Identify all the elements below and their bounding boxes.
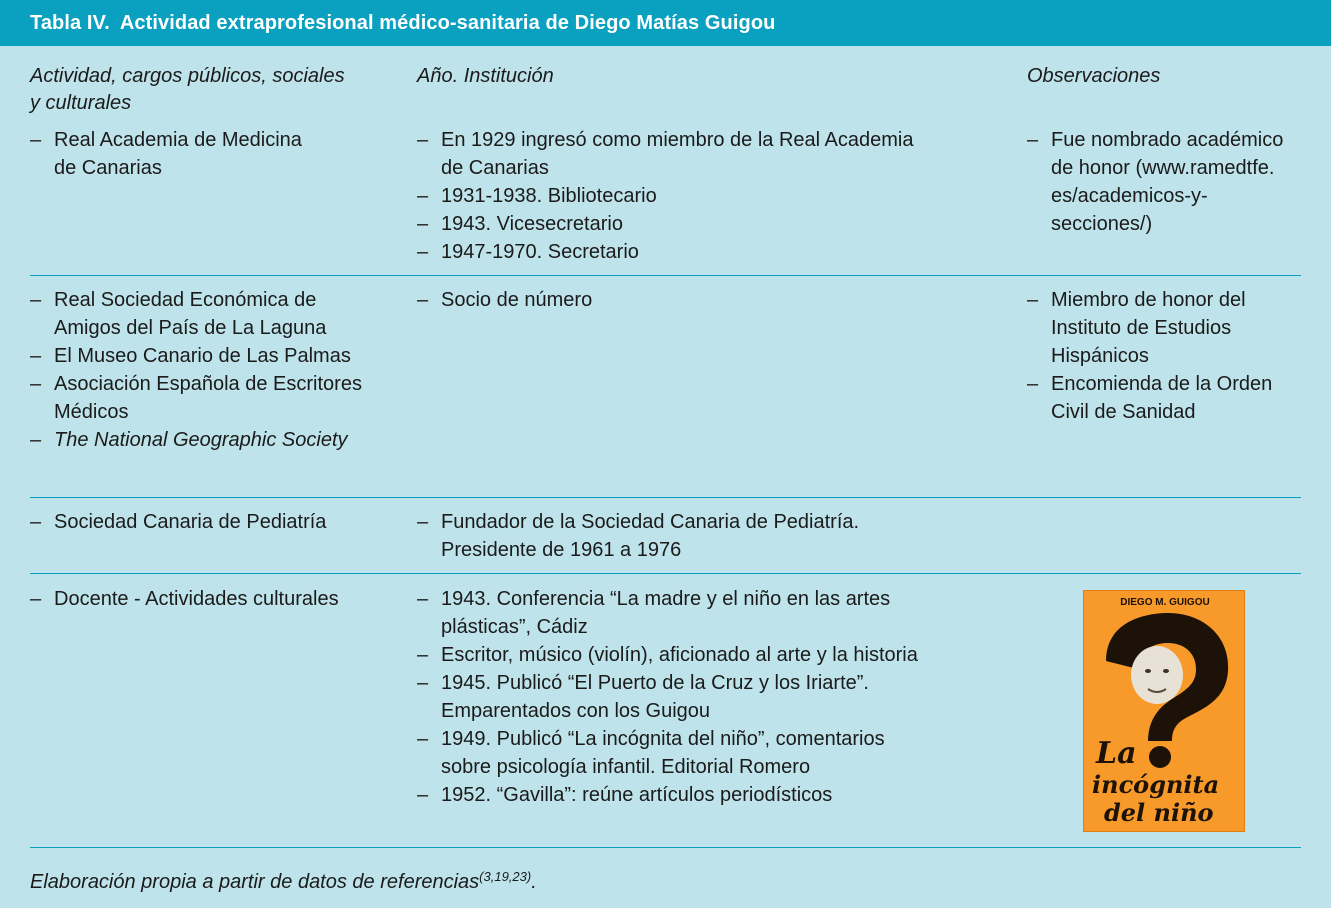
list-item: [30, 585, 410, 613]
list-item-text: Instituto de Estudios: [1051, 317, 1232, 339]
list-item-text: 1943. Conferencia “La madre y el niño en las artes: [441, 588, 891, 610]
list-item: [417, 781, 997, 809]
row-2-observations: [1027, 286, 1317, 426]
list-dash: –: [30, 511, 42, 533]
book-cover-author: DIEGO M. GUIGOU: [1120, 597, 1210, 608]
list-dash: –: [417, 784, 429, 806]
list-dash: –: [417, 129, 429, 151]
list-item-text: Fue nombrado académico: [1051, 129, 1284, 151]
table-bottom-rule: [30, 847, 1301, 848]
row-2-activity: [30, 286, 410, 454]
list-item-text: es/academicos-y-: [1051, 185, 1208, 207]
list-item: [417, 182, 997, 210]
row-divider: [30, 497, 1301, 498]
footnote-end: .: [531, 871, 537, 893]
list-item-text: secciones/): [1051, 213, 1153, 235]
table-footnote: [30, 863, 537, 896]
list-item-text: plásticas”, Cádiz: [441, 616, 588, 638]
list-item-text: sobre psicología infantil. Editorial Romero: [441, 756, 811, 778]
list-item-text: 1945. Publicó “El Puerto de la Cruz y los Iriarte”.: [441, 672, 869, 694]
list-item: [30, 286, 410, 342]
list-item-text: Miembro de honor del: [1051, 289, 1246, 311]
header-activity-line-2: y culturales: [30, 92, 132, 114]
list-item-text: de Canarias: [441, 157, 549, 179]
row-divider: [30, 573, 1301, 574]
row-1-activity: [30, 126, 410, 182]
baby-eye-right: [1163, 669, 1169, 673]
list-item-text: 1952. “Gavilla”: reúne artículos periodísticos: [441, 784, 833, 806]
list-dash: –: [417, 241, 429, 263]
list-item-text: Real Academia de Medicina: [54, 129, 302, 151]
list-item-text: En 1929 ingresó como miembro de la Real Academia: [441, 129, 914, 151]
list-item-text: Fundador de la Sociedad Canaria de Pediatría.: [441, 511, 860, 533]
list-item: [417, 585, 997, 641]
list-item-text: Encomienda de la Orden: [1051, 373, 1273, 395]
list-item: [417, 725, 997, 781]
header-activity-line-1: Actividad, cargos públicos, sociales: [30, 65, 345, 87]
baby-face: [1131, 646, 1183, 704]
list-dash: –: [417, 185, 429, 207]
list-item: [1027, 126, 1317, 238]
baby-eye-left: [1145, 669, 1151, 673]
list-item: [417, 286, 997, 314]
table-label: Tabla IV.: [30, 12, 110, 34]
footnote-text: Elaboración propia a partir de datos de referencias: [30, 871, 480, 893]
list-item-text: Docente - Actividades culturales: [54, 588, 339, 610]
list-dash: –: [417, 289, 429, 311]
row-4-activity: [30, 585, 410, 613]
book-cover-title-line-2: incógnita: [1092, 770, 1220, 799]
book-cover-art: [1084, 591, 1245, 832]
question-mark-dot: [1149, 746, 1171, 768]
list-item: [30, 426, 410, 454]
table-title-bar: [0, 0, 1331, 46]
row-3-year-institution: [417, 508, 997, 564]
list-item: [417, 238, 997, 266]
list-item-text: Asociación Española de Escritores: [54, 373, 362, 395]
list-item: [30, 508, 410, 536]
book-cover-title-line-1: La: [1096, 736, 1137, 771]
list-item-text: Médicos: [54, 401, 129, 423]
list-item: [417, 508, 997, 564]
row-1-year-institution: [417, 126, 997, 266]
list-item: [417, 669, 997, 725]
list-item-text: Socio de número: [441, 289, 593, 311]
list-dash: –: [417, 511, 429, 533]
list-dash: –: [30, 129, 42, 151]
list-dash: –: [1027, 289, 1039, 311]
list-item-text: 1931-1938. Bibliotecario: [441, 185, 657, 207]
list-dash: –: [417, 644, 429, 666]
list-item-text: Sociedad Canaria de Pediatría: [54, 511, 327, 533]
list-item: [30, 126, 410, 182]
list-item-text: Presidente de 1961 a 1976: [441, 539, 682, 561]
list-item-text: 1943. Vicesecretario: [441, 213, 623, 235]
header-observations: Observaciones: [1027, 65, 1161, 87]
row-divider: [30, 275, 1301, 276]
list-item-text: Amigos del País de La Laguna: [54, 317, 327, 339]
list-item: [30, 342, 410, 370]
list-item-text: Hispánicos: [1051, 345, 1149, 367]
list-dash: –: [417, 588, 429, 610]
list-item-text: Emparentados con los Guigou: [441, 700, 711, 722]
list-item: [417, 126, 997, 182]
list-dash: –: [30, 429, 42, 451]
list-item-text: de honor (www.ramedtfe.: [1051, 157, 1275, 179]
list-dash: –: [30, 373, 42, 395]
list-dash: –: [30, 588, 42, 610]
footnote-refs: (3,19,23): [479, 869, 532, 884]
list-item: [417, 641, 997, 669]
list-dash: –: [1027, 373, 1039, 395]
list-item: [1027, 286, 1317, 370]
table-title: Actividad extraprofesional médico-sanitaria de Diego Matías Guigou: [119, 12, 776, 34]
header-activity: [30, 63, 400, 117]
row-2-year-institution: [417, 286, 997, 314]
list-item-text: El Museo Canario de Las Palmas: [54, 345, 351, 367]
list-item-text: 1949. Publicó “La incógnita del niño”, comentarios: [441, 728, 885, 750]
list-dash: –: [1027, 129, 1039, 151]
row-4-year-institution: [417, 585, 997, 809]
row-3-activity: [30, 508, 410, 536]
list-dash: –: [417, 213, 429, 235]
list-item-text: Civil de Sanidad: [1051, 401, 1196, 423]
list-dash: –: [30, 289, 42, 311]
list-dash: –: [417, 728, 429, 750]
list-item: [30, 370, 410, 426]
list-dash: –: [30, 345, 42, 367]
list-item-text: Real Sociedad Económica de: [54, 289, 317, 311]
list-item-text: 1947-1970. Secretario: [441, 241, 639, 263]
list-item-text: de Canarias: [54, 157, 162, 179]
list-item-text: Escritor, músico (violín), aficionado al arte y la historia: [441, 644, 918, 666]
list-item-text: The National Geographic Society: [54, 429, 348, 451]
book-cover-image: [1083, 590, 1245, 832]
header-year-institution: Año. Institución: [417, 65, 554, 87]
row-1-observations: [1027, 126, 1317, 238]
book-cover-title-line-3: del niño: [1104, 798, 1214, 827]
list-dash: –: [417, 672, 429, 694]
list-item: [1027, 370, 1317, 426]
list-item: [417, 210, 997, 238]
